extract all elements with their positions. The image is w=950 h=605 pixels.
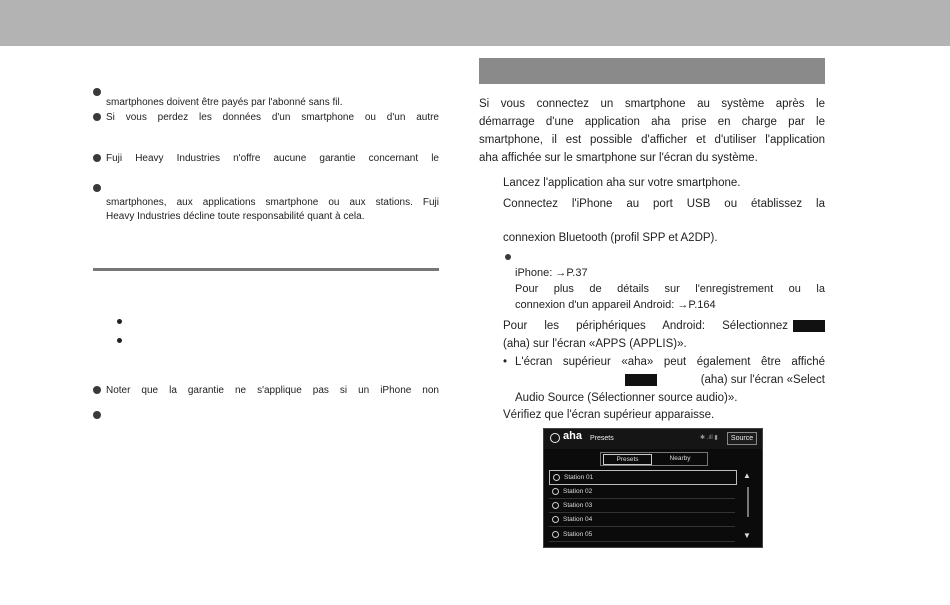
screen-title: Presets: [590, 435, 614, 442]
bullet-icon: [93, 154, 101, 162]
intro-line: Si vous connectez un smartphone au système après le: [479, 98, 825, 110]
android-text: (aha) sur l'écran «APPS (APPLIS)».: [503, 338, 687, 350]
note-text: Noter que la garantie ne s'applique pas si un iPhone non: [106, 385, 439, 396]
station-icon: [552, 502, 559, 509]
station-label: Station 02: [563, 488, 593, 495]
alt-text: (aha) sur l'écran «Select: [700, 374, 825, 386]
note-line: connexion d'un appareil Android: →P.164: [515, 299, 716, 311]
station-row[interactable]: [549, 528, 735, 542]
screen-header: [544, 429, 762, 449]
scroll-down-icon[interactable]: ▼: [743, 531, 751, 540]
tab-bar: [600, 452, 708, 466]
bullet-icon: [93, 411, 101, 419]
note-text: smartphones, aux applications smartphone ou aux stations. Fuji: [106, 197, 439, 208]
station-label: Station 05: [563, 531, 593, 538]
scrollbar[interactable]: [747, 487, 749, 517]
verify-text: Vérifiez que l'écran supérieur apparaisse.: [503, 409, 715, 421]
aha-logo-text: aha: [563, 430, 582, 442]
alt-note: [503, 353, 825, 407]
section-divider: [93, 268, 439, 271]
note-text: Fuji Heavy Industries n'offre aucune garantie concernant le: [106, 153, 439, 164]
station-row[interactable]: [549, 485, 735, 499]
step-1: [503, 174, 825, 192]
note-line: Pour plus de détails sur l'enregistrement ou la: [515, 283, 825, 295]
step-text: Connectez l'iPhone au port USB ou établissez la: [503, 198, 825, 210]
intro-line: aha affichée sur le smartphone sur l'écran du système.: [479, 152, 758, 164]
aha-source-button-icon: [625, 374, 657, 386]
alt-text: Audio Source (Sélectionner source audio)».: [515, 392, 738, 404]
verify-step: [503, 406, 825, 424]
android-step: [503, 317, 825, 353]
step-2-notes: [515, 265, 825, 313]
bullet-icon: [93, 113, 101, 121]
station-label: Station 04: [563, 516, 593, 523]
note-item-2: [93, 111, 439, 125]
section-header-bar: [479, 58, 825, 84]
note-text: Si vous perdez les données d'un smartphone ou d'un autre: [106, 112, 439, 123]
station-label: Station 01: [564, 474, 594, 481]
bullet-icon: [93, 184, 101, 192]
note-item-5: [93, 384, 439, 398]
bullet-icon: [117, 319, 122, 324]
bullet-icon: [93, 88, 101, 96]
intro-paragraph: [479, 95, 825, 167]
station-row[interactable]: [549, 513, 735, 527]
aha-app-button-icon: [793, 320, 825, 332]
station-icon: [552, 488, 559, 495]
top-banner: [0, 0, 950, 46]
note-line: iPhone: →P.37: [515, 267, 588, 279]
bullet-icon: •: [503, 356, 508, 368]
station-icon: [552, 531, 559, 538]
station-label: Station 03: [563, 502, 593, 509]
status-icons: ✱ .ıll ▮: [700, 435, 718, 441]
station-row[interactable]: [549, 470, 737, 485]
tab-presets[interactable]: Presets: [603, 454, 652, 465]
android-text: Pour les périphériques Android: Sélectionnez: [503, 320, 788, 332]
station-icon: [553, 474, 560, 481]
note-item-1: [93, 86, 439, 114]
note-text: smartphones doivent être payés par l'abonné sans fil.: [106, 97, 343, 108]
bullet-icon: [505, 254, 511, 260]
station-row[interactable]: [549, 499, 735, 513]
step-2: [503, 195, 825, 247]
note-text: Heavy Industries décline toute responsabilité quant à cela.: [106, 211, 365, 222]
note-item-3: [93, 152, 439, 166]
source-button[interactable]: Source: [727, 432, 757, 445]
step-text: Lancez l'application aha sur votre smartphone.: [503, 177, 741, 189]
intro-line: démarrage d'une application aha prise en charge par le: [479, 116, 825, 128]
station-icon: [552, 516, 559, 523]
step-text: connexion Bluetooth (profil SPP et A2DP).: [503, 232, 718, 244]
bullet-icon: [93, 386, 101, 394]
bullet-icon: [117, 338, 122, 343]
tab-nearby[interactable]: Nearby: [669, 455, 691, 462]
aha-screen: [543, 428, 763, 548]
aha-logo-icon: [550, 433, 560, 443]
note-item-4: [93, 182, 439, 224]
scroll-up-icon[interactable]: ▲: [743, 471, 751, 480]
intro-line: smartphone, il est possible d'afficher et d'utiliser l'application: [479, 134, 825, 146]
alt-text: L'écran supérieur «aha» peut également être affiché: [515, 356, 825, 368]
